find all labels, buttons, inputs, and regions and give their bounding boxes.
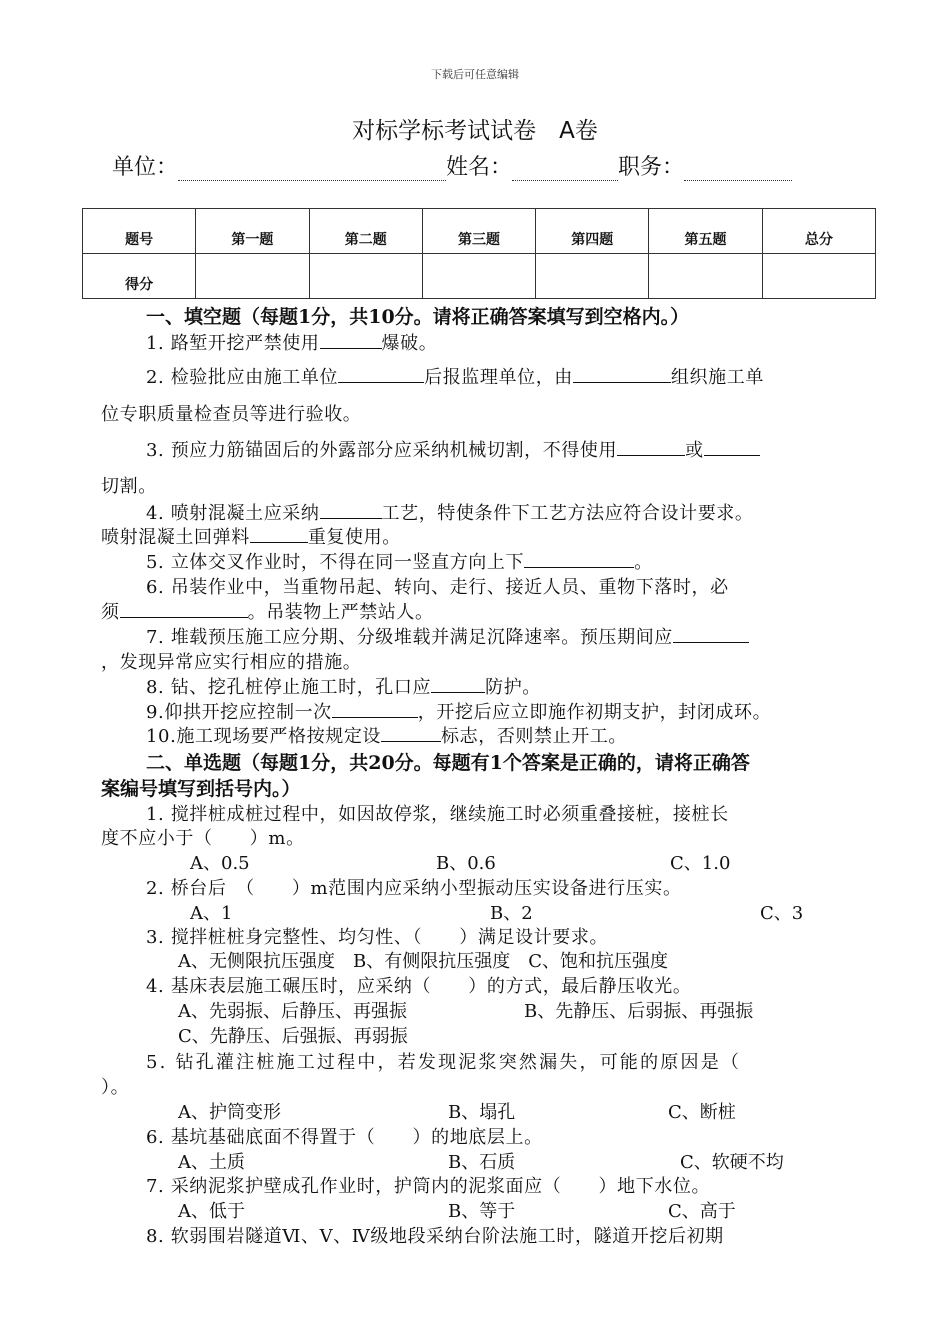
s2-question-7: 7. 采纳泥浆护壁成孔作业时，护筒内的泥浆面应（ ）地下水位。 bbox=[146, 1176, 711, 1197]
s1-question-3 bbox=[146, 436, 760, 462]
option-a[interactable]: A、低于 bbox=[178, 1201, 245, 1222]
position-label: 职务： bbox=[618, 155, 685, 180]
text: 标志，否则禁止开工。 bbox=[441, 726, 628, 747]
s1-question-10 bbox=[146, 722, 627, 748]
option-c[interactable]: C、高于 bbox=[668, 1201, 736, 1222]
section1-heading: 一、填空题（每题1分，共10分。请将正确答案填写到空格内。） bbox=[146, 306, 690, 328]
s1-question-2 bbox=[146, 363, 764, 389]
answer-blank[interactable] bbox=[431, 676, 485, 693]
s2-question-1: 1. 搅拌桩成桩过程中，如因故停浆，继续施工时必须重叠接桩，接桩长 bbox=[146, 804, 729, 825]
answer-blank[interactable] bbox=[320, 502, 382, 519]
s1-question-6: 6. 吊装作业中，当重物吊起、转向、走行、接近人员、重物下落时，必 bbox=[146, 577, 729, 598]
s1-question-1 bbox=[146, 329, 437, 355]
text: ，开挖后应立即施作初期支护，封闭成环。 bbox=[417, 702, 772, 723]
text: 8. 钻、挖孔桩停止施工时，孔口应 bbox=[146, 677, 432, 698]
header-cell: 第四题 bbox=[536, 209, 649, 254]
info-row bbox=[112, 150, 792, 181]
watermark-text: 下载后可任意编辑 bbox=[431, 68, 519, 81]
option-b[interactable]: B、石质 bbox=[448, 1152, 516, 1173]
option-a[interactable]: A、0.5 bbox=[190, 853, 250, 874]
s1-question-9 bbox=[146, 698, 771, 724]
s1-question-6-cont bbox=[101, 598, 434, 624]
text: 4. 喷射混凝土应采纳 bbox=[146, 503, 320, 524]
answer-blank[interactable] bbox=[524, 551, 634, 568]
s1-question-8 bbox=[146, 673, 541, 699]
header-cell: 总分 bbox=[762, 209, 875, 254]
header-cell: 第一题 bbox=[196, 209, 309, 254]
answer-blank[interactable] bbox=[381, 725, 441, 742]
text: 10.施工现场要严格按规定设 bbox=[146, 726, 382, 747]
text: 后报监理单位，由 bbox=[424, 367, 573, 388]
s2-question-2: 2. 桥台后 （ ）m范围内应采纳小型振动压实设备进行压实。 bbox=[146, 878, 682, 899]
option-a[interactable]: A、护筒变形 bbox=[178, 1102, 281, 1123]
option-b[interactable]: B、先静压、后弱振、再强振 bbox=[524, 1001, 754, 1022]
answer-blank[interactable] bbox=[338, 366, 424, 383]
header-cell: 第三题 bbox=[422, 209, 535, 254]
option-a[interactable]: A、先弱振、后静压、再强振 bbox=[178, 1001, 407, 1022]
unit-label: 单位： bbox=[112, 155, 179, 180]
text: 。吊装物上严禁站人。 bbox=[247, 602, 434, 623]
text: 须 bbox=[101, 602, 120, 623]
answer-blank[interactable] bbox=[120, 601, 248, 618]
s1-question-2-cont: 位专职质量检查员等进行验收。 bbox=[101, 404, 362, 425]
s2-question-8: 8. 软弱围岩隧道Ⅵ、Ⅴ、Ⅳ级地段采纳台阶法施工时，隧道开挖后初期 bbox=[146, 1226, 724, 1247]
answer-blank[interactable] bbox=[250, 526, 308, 543]
text: 1. 路堑开挖严禁使用 bbox=[146, 333, 320, 354]
s1-question-3-cont: 切割。 bbox=[101, 476, 157, 497]
s1-question-4 bbox=[146, 499, 754, 525]
option-b[interactable]: B、0.6 bbox=[436, 853, 496, 874]
option-a[interactable]: A、土质 bbox=[178, 1152, 245, 1173]
score-cell[interactable] bbox=[649, 254, 762, 299]
option-c[interactable]: C、1.0 bbox=[670, 853, 731, 874]
score-row-label: 得分 bbox=[83, 254, 196, 299]
s1-question-5 bbox=[146, 548, 653, 574]
s2-question-3-options[interactable]: A、无侧限抗压强度 B、有侧限抗压强度 C、饱和抗压强度 bbox=[178, 951, 668, 972]
score-table-score-row bbox=[83, 254, 876, 299]
option-c[interactable]: C、断桩 bbox=[668, 1102, 736, 1123]
text: 防护。 bbox=[485, 677, 541, 698]
s2-question-5-cont: ）。 bbox=[101, 1077, 130, 1098]
text: 3. 预应力筋锚固后的外露部分应采纳机械切割，不得使用 bbox=[146, 440, 618, 461]
option-b[interactable]: B、等于 bbox=[448, 1201, 516, 1222]
header-cell: 第五题 bbox=[649, 209, 762, 254]
option-c[interactable]: C、先静压、后强振、再弱振 bbox=[178, 1026, 408, 1047]
s1-question-4-cont bbox=[101, 523, 401, 549]
position-field[interactable] bbox=[684, 158, 792, 181]
text: 9.仰拱开挖应控制一次 bbox=[146, 702, 332, 723]
answer-blank[interactable] bbox=[332, 701, 418, 718]
s2-question-1-cont: 度不应小于（ ）m。 bbox=[101, 828, 305, 849]
text: 5. 立体交叉作业时，不得在同一竖直方向上下 bbox=[146, 552, 525, 573]
score-cell[interactable] bbox=[762, 254, 875, 299]
answer-blank[interactable] bbox=[617, 439, 685, 456]
score-cell[interactable] bbox=[309, 254, 422, 299]
unit-field[interactable] bbox=[178, 158, 446, 181]
text: 爆破。 bbox=[381, 333, 438, 354]
s1-question-7-cont: ，发现异常应实行相应的措施。 bbox=[101, 652, 362, 673]
header-cell: 题号 bbox=[83, 209, 196, 254]
text: 。 bbox=[634, 552, 653, 573]
answer-blank[interactable] bbox=[704, 439, 760, 456]
answer-blank[interactable] bbox=[320, 332, 382, 349]
option-c[interactable]: C、软硬不均 bbox=[680, 1152, 784, 1173]
page-title: 对标学标考试试卷 A卷 bbox=[352, 118, 598, 144]
answer-blank[interactable] bbox=[673, 626, 749, 643]
header-cell: 第二题 bbox=[309, 209, 422, 254]
s2-question-4: 4. 基床表层施工碾压时，应采纳（ ）的方式，最后静压收光。 bbox=[146, 976, 692, 997]
section2-heading-cont: 案编号填写到括号内。） bbox=[101, 778, 301, 800]
s1-question-7 bbox=[146, 623, 749, 649]
score-table-header-row bbox=[83, 209, 876, 254]
score-table bbox=[82, 208, 876, 299]
s2-question-3: 3. 搅拌桩桩身完整性、均匀性、（ ）满足设计要求。 bbox=[146, 927, 609, 948]
option-b[interactable]: B、2 bbox=[490, 903, 533, 924]
score-cell[interactable] bbox=[196, 254, 309, 299]
text: 2. 检验批应由施工单位 bbox=[146, 367, 339, 388]
s2-question-5: 5. 钻孔灌注桩施工过程中，若发现泥浆突然漏失，可能的原因是（ bbox=[146, 1052, 742, 1073]
text: 组织施工单 bbox=[670, 367, 764, 388]
option-c[interactable]: C、3 bbox=[760, 903, 804, 924]
score-cell[interactable] bbox=[536, 254, 649, 299]
text: 工艺，特使条件下工艺方法应符合设计要求。 bbox=[381, 503, 754, 524]
name-field[interactable] bbox=[512, 158, 618, 181]
answer-blank[interactable] bbox=[573, 366, 671, 383]
option-a[interactable]: A、1 bbox=[190, 903, 233, 924]
text: 重复使用。 bbox=[307, 527, 401, 548]
s2-question-6: 6. 基坑基础底面不得置于（ ）的地底层上。 bbox=[146, 1127, 543, 1148]
option-b[interactable]: B、塌孔 bbox=[448, 1102, 516, 1123]
text: 或 bbox=[685, 440, 704, 461]
text: 7. 堆载预压施工应分期、分级堆载并满足沉降速率。预压期间应 bbox=[146, 627, 673, 648]
section2-heading: 二、单选题（每题1分，共20分。每题有1个答案是正确的，请将正确答 bbox=[146, 752, 750, 774]
name-label: 姓名： bbox=[446, 155, 513, 180]
text: 喷射混凝土回弹料 bbox=[101, 527, 250, 548]
score-cell[interactable] bbox=[422, 254, 535, 299]
